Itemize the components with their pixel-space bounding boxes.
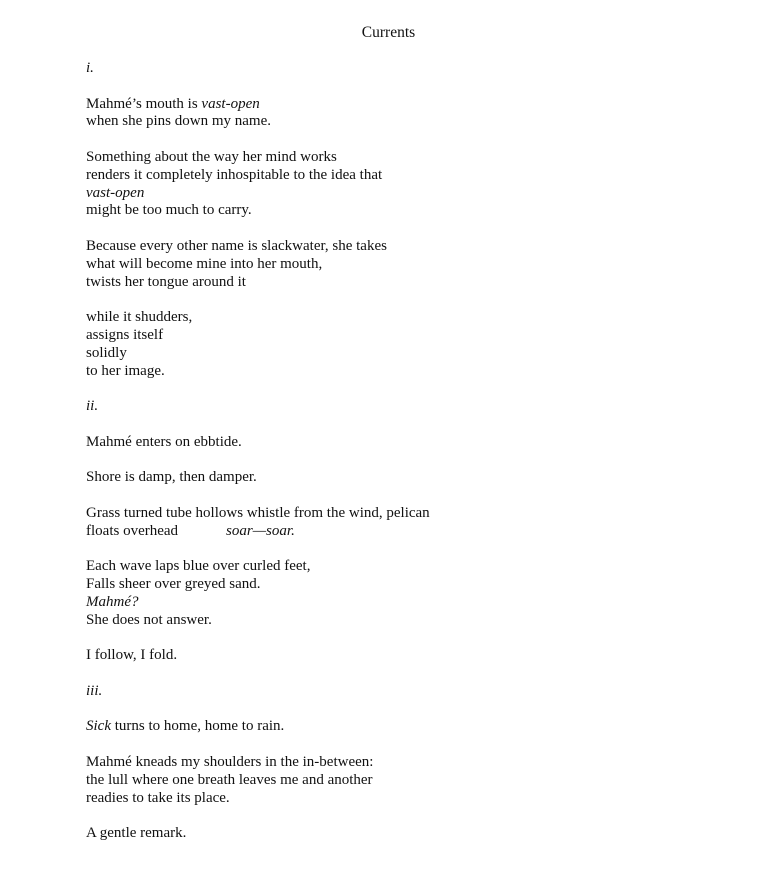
stanza-gap (86, 416, 706, 434)
poem-line: twists her tongue around it (86, 273, 246, 290)
poem-line: She does not answer. (86, 611, 212, 628)
poem-line: when she pins down my name. (86, 113, 271, 130)
stanza-gap (86, 131, 706, 149)
stanza-gap (86, 807, 706, 825)
stanza-gap (86, 630, 706, 648)
poem-line: Mahmé? (86, 593, 139, 610)
poem-line: assigns itself (86, 326, 164, 343)
poem-line: Mahmé enters on ebbtide. (86, 433, 242, 450)
section-numeral-iii: iii. (86, 682, 103, 699)
poem-line-italic: soar—soar. (226, 522, 295, 539)
poem-line (86, 523, 706, 541)
section-numeral-ii: ii. (86, 398, 99, 415)
poem-line: Grass turned tube hollows whistle from the wind, pelican (86, 504, 430, 521)
poem-line: vast-open (86, 184, 145, 201)
poem-line (86, 96, 706, 114)
poem-line: Because every other name is slackwater, she takes (86, 237, 387, 254)
poem-line: readies to take its place. (86, 789, 230, 806)
stanza-gap (86, 220, 706, 238)
poem-line-italic: Sick (86, 718, 111, 735)
poem-line: Shore is damp, then damper. (86, 469, 257, 486)
stanza-gap (86, 487, 706, 505)
poem-line: what will become mine into her mouth, (86, 255, 323, 272)
poem-line: I follow, I fold. (86, 647, 178, 664)
stanza-gap (86, 452, 706, 470)
poem-line: to her image. (86, 362, 165, 379)
poem-line: while it shudders, (86, 309, 193, 326)
poem-line: might be too much to carry. (86, 202, 252, 219)
stanza-gap (86, 665, 706, 683)
stanza-gap (86, 541, 706, 559)
poem-line: Falls sheer over greyed sand. (86, 576, 261, 593)
stanza-gap (86, 291, 706, 309)
poem-line-text: turns to home, home to rain. (110, 718, 285, 735)
poem-line: renders it completely inhospitable to the idea that (86, 166, 383, 183)
poem-line-text: floats overhead (86, 522, 179, 539)
poem-body (86, 60, 706, 843)
section-numeral-i: i. (86, 60, 94, 76)
poem-line (86, 718, 706, 736)
poem-line: A gentle remark. (86, 825, 187, 842)
stanza-gap (86, 380, 706, 398)
poem-line: the lull where one breath leaves me and another (86, 771, 373, 788)
poem-line: Mahmé kneads my shoulders in the in-between: (86, 754, 374, 771)
poem-title: Currents (361, 24, 416, 41)
stanza-gap (86, 736, 706, 754)
stanza-gap (86, 78, 706, 96)
stanza-gap (86, 701, 706, 719)
poem-line: Each wave laps blue over curled feet, (86, 558, 311, 575)
poem-line: solidly (86, 344, 127, 361)
poem-line: Something about the way her mind works (86, 148, 337, 165)
poem-line-italic: vast-open (201, 95, 260, 112)
poem-line-text: Mahmé’s mouth is (86, 95, 202, 112)
